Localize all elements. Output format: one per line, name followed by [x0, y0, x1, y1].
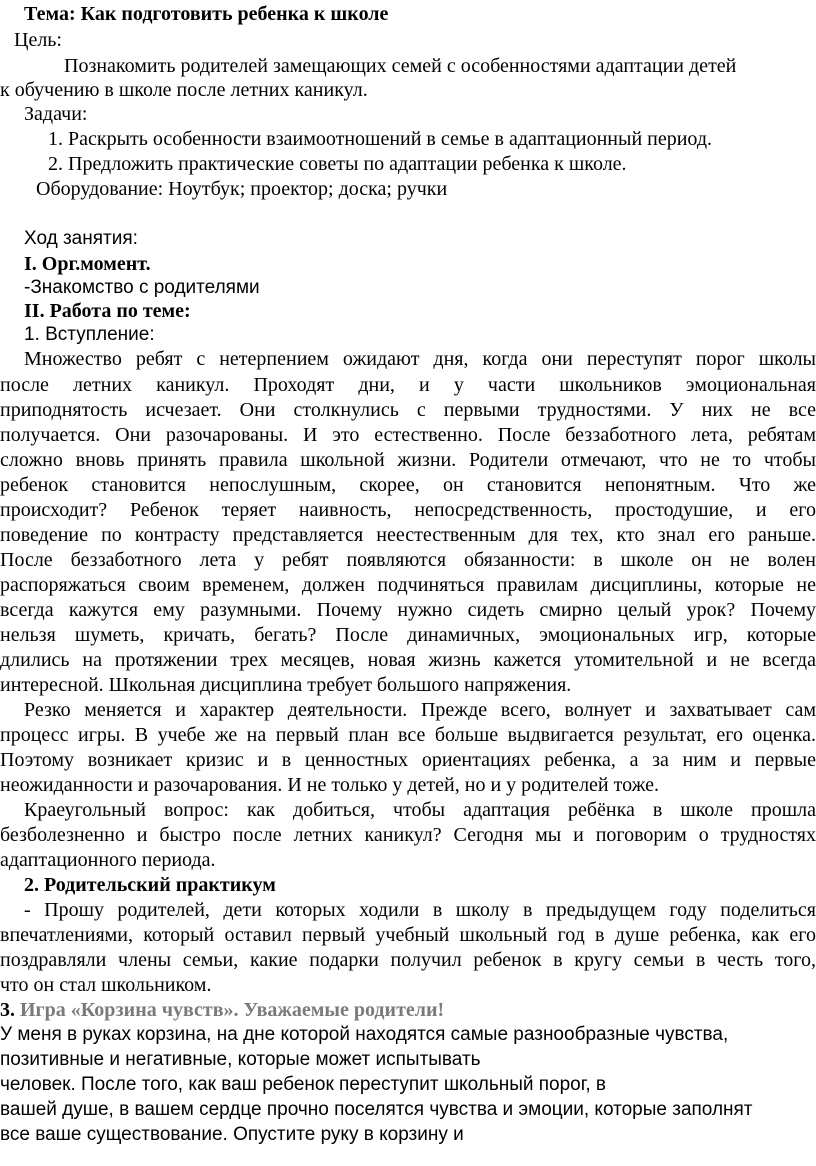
- game-heading: [0, 998, 444, 1022]
- task-item-2: 2. Предложить практические советы по адаптации ребенка к школе.: [48, 153, 627, 175]
- paragraph-2-line: Резко меняется и характер деятельности. Прежде всего, волнует и захватывает сам: [24, 699, 816, 721]
- section-1-heading: I. Орг.момент.: [24, 253, 151, 275]
- practicum-line: - Прошу родителей, дети которых ходили в школу в предыдущем году поделиться: [24, 899, 816, 921]
- paragraph-1-line: распоряжаться своим временем, должен подчиняться правилам дисциплины, которые не: [0, 574, 816, 596]
- game-line: вашей душе, в вашем сердце прочно поселятся чувства и эмоции, которые заполнят: [0, 1099, 753, 1120]
- paragraph-1-line: получается. Они разочарованы. И это естественно. После беззаботного лета, ребятам: [0, 424, 816, 446]
- topic-label: Тема:: [24, 3, 76, 25]
- paragraph-1-line: сложно вновь принять правила школьной жизни. Родители отмечают, что не то чтобы: [0, 449, 816, 471]
- tasks-label: Задачи:: [24, 103, 88, 125]
- practicum-line: что он стал школьником.: [0, 974, 212, 996]
- paragraph-1-line: происходит? Ребенок теряет наивность, непосредственность, простодушие, и его: [0, 499, 816, 521]
- intro-label: 1. Вступление:: [24, 324, 155, 345]
- practicum-line: впечатлениями, который оставил первый учебный школьный год в душе ребенка, как его: [0, 924, 816, 946]
- topic-title: Как подготовить ребенка к школе: [80, 3, 389, 25]
- paragraph-1-line: после летних каникул. Проходят дни, и у части школьников эмоциональная: [0, 374, 816, 396]
- course-label: Ход занятия:: [24, 228, 138, 249]
- paragraph-1-line: нельзя шуметь, кричать, бегать? После динамичных, эмоциональных игр, которые: [0, 624, 816, 646]
- paragraph-3-line: Краеугольный вопрос: как добиться, чтобы адаптация ребёнка в школе прошла: [24, 799, 816, 821]
- game-line: все ваше существование. Опустите руку в корзину и: [0, 1124, 464, 1145]
- paragraph-1-line: ребенок становится непослушным, скорее, он становится непонятным. Что же: [0, 474, 816, 496]
- paragraph-1-line: После беззаботного лета у ребят появляются обязанности: в школе он не волен: [0, 549, 816, 571]
- practicum-line: поздравляли члены семьи, какие подарки получил ребенок в кругу семьи в честь того,: [0, 949, 816, 971]
- game-line: позитивные и негативные, которые может испытывать: [0, 1049, 481, 1070]
- goal-label: Цель:: [14, 29, 62, 51]
- paragraph-1-line: интересной. Школьная дисциплина требует большого напряжения.: [0, 674, 572, 696]
- paragraph-1-line: поведение по контрасту представляется неестественным для тех, кто знал его раньше.: [0, 524, 816, 546]
- game-line: человек. После того, как ваш ребенок переступит школьный порог, в: [0, 1074, 607, 1095]
- paragraph-3-line: адаптационного периода.: [0, 849, 216, 871]
- game-number: 3.: [0, 999, 15, 1021]
- game-title: Игра «Корзина чувств». Уважаемые родители!: [20, 999, 445, 1021]
- topic-line: [24, 2, 388, 26]
- paragraph-1-line: приподнятость исчезает. Они столкнулись с первыми трудностями. У них не все: [0, 399, 816, 421]
- task-item-1: 1. Раскрыть особенности взаимоотношений в семье в адаптационный период.: [48, 128, 713, 150]
- goal-text-line-2: к обучению в школе после летних каникул.: [0, 79, 368, 101]
- section-1-item: -Знакомство с родителями: [24, 277, 260, 298]
- paragraph-2-line: Поэтому возникает кризис и в ценностных ориентациях ребенка, а за ним и первые: [0, 749, 816, 771]
- goal-text-line-1: Познакомить родителей замещающих семей с особенностями адаптации детей: [64, 55, 737, 77]
- paragraph-1-line: Множество ребят с нетерпением ожидают дня, когда они переступят порог школы: [24, 348, 816, 370]
- paragraph-3-line: безболезненно и быстро после летних каникул? Сегодня мы и поговорим о трудностях: [0, 824, 816, 846]
- practicum-heading: 2. Родительский практикум: [24, 874, 276, 896]
- paragraph-2-line: неожиданности и разочарования. И не только у детей, но и у родителей тоже.: [0, 774, 660, 796]
- paragraph-1-line: всегда кажутся ему разумными. Почему нужно сидеть смирно целый урок? Почему: [0, 599, 816, 621]
- equipment-line: Оборудование: Ноутбук; проектор; доска; ручки: [36, 178, 448, 200]
- paragraph-1-line: длились на протяжении трех месяцев, новая жизнь кажется утомительной и не всегда: [0, 649, 816, 671]
- section-2-heading: II. Работа по теме:: [24, 300, 191, 322]
- paragraph-2-line: процесс игры. В учебе же на первый план все больше выдвигается результат, его оценка.: [0, 724, 816, 746]
- game-line: У меня в руках корзина, на дне которой находятся самые разнообразные чувства,: [0, 1024, 729, 1045]
